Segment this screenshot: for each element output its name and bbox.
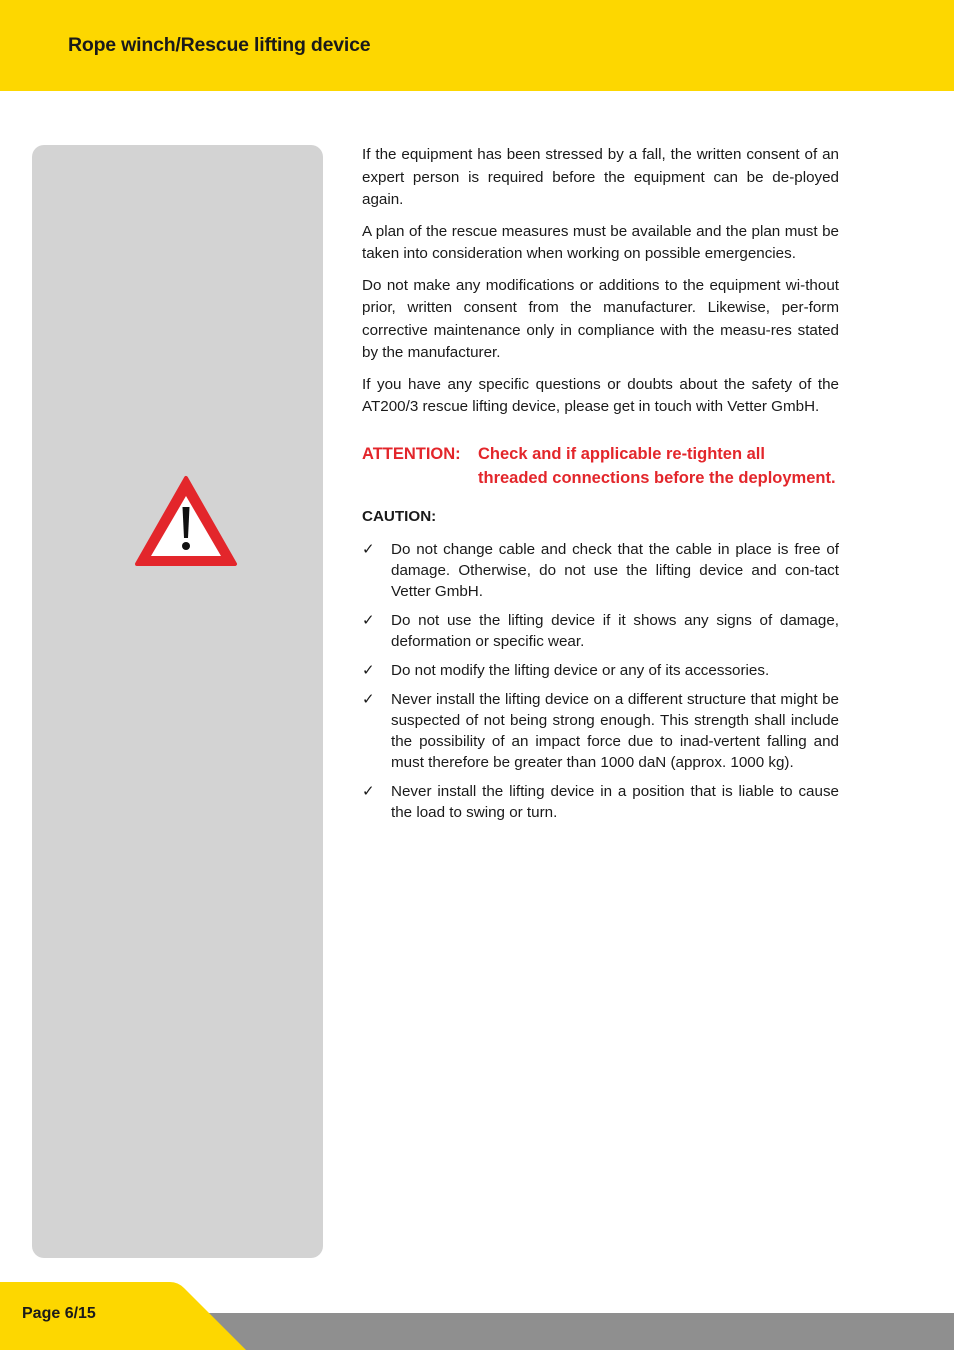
main-content <box>362 144 839 831</box>
checkmark-icon: ✓ <box>362 612 375 629</box>
checkmark-icon: ✓ <box>362 691 375 708</box>
checkmark-icon: ✓ <box>362 783 375 800</box>
caution-list <box>362 539 839 823</box>
checkmark-icon: ✓ <box>362 541 375 558</box>
list-item: ✓ Do not use the lifting device if it shows any signs of damage, deformation or specific wear. <box>362 612 839 650</box>
attention-block <box>362 442 839 490</box>
paragraph: If the equipment has been stressed by a fall, the written consent of an expert person is required before the equipment can be de-ployed again. <box>362 146 839 208</box>
list-item: ✓ Never install the lifting device in a position that is liable to cause the load to swing or turn. <box>362 783 839 821</box>
list-item: ✓ Do not change cable and check that the cable in place is free of damage. Otherwise, do not use the lifting device and con-tact Vetter GmbH. <box>362 541 839 600</box>
attention-text: Check and if applicable re-tighten all threaded connections before the deployment. <box>478 444 836 487</box>
list-item: ✓ Never install the lifting device on a different structure that might be suspected of not being strong enough. This strength shall include the possibility of an impact force due to inad-vertent falling and must therefore be greater than 1000 daN (approx. 1000 kg). <box>362 691 839 771</box>
document-title: Rope winch/Rescue lifting device <box>68 34 371 56</box>
warning-triangle-icon <box>134 475 238 567</box>
checkmark-icon: ✓ <box>362 662 375 679</box>
header-bar <box>0 0 954 91</box>
paragraph: Do not make any modifications or additions to the equipment wi-thout prior, written consent from the manufacturer. Likewise, per-form corrective maintenance only in compliance with the measu-res stated by the manufacturer. <box>362 276 839 361</box>
paragraph: If you have any specific questions or doubts about the safety of the AT200/3 rescue lifting device, please get in touch with Vetter GmbH. <box>362 375 839 415</box>
list-item: ✓ Do not modify the lifting device or any of its accessories. <box>362 662 770 679</box>
caution-label: CAUTION: <box>362 507 437 525</box>
side-panel <box>32 145 323 1258</box>
paragraph: A plan of the rescue measures must be available and the plan must be taken into consideration when working on possible emergencies. <box>362 222 839 262</box>
attention-label: ATTENTION: <box>362 444 461 463</box>
page-number: Page 6/15 <box>22 1305 96 1322</box>
